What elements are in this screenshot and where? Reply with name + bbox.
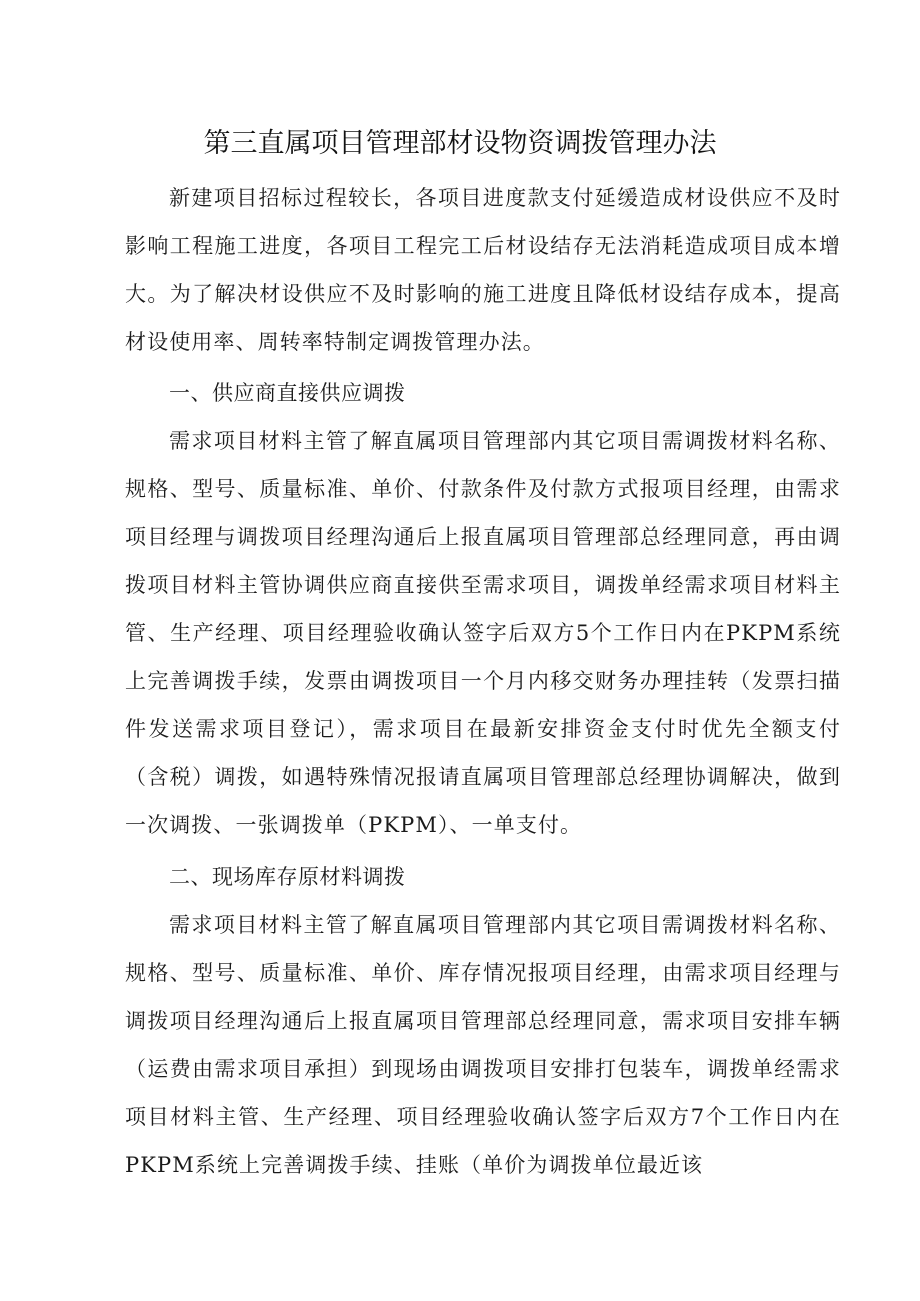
intro-paragraph [125,174,841,366]
document-title: 第三直属项目管理部材设物资调拨管理办法 [203,128,717,159]
section-2-body: 需求项目材料主管了解直属项目管理部内其它项目需调拨材料名称、规格、型号、质量标准、单价、库存情况报项目经理，由需求项目经理与调拨项目经理沟通后上报直属项目管理部总经理同意，需求项目安排车辆（运费由需求项目承担）到现场由调拨项目安排打包装车，调拨单经需求项目材料主管、生产经理、项目经理验收确认签字后双方7个工作日内在PKPM系统上完善调拨手续、挂账（单价为调拨单位最近该 [125,913,841,1177]
section-1-heading: 一、供应商直接供应调拨 [169,381,406,405]
section-2-heading-block [125,853,841,901]
section-2-heading: 二、现场库存原材料调拨 [169,865,406,889]
intro-text: 新建项目招标过程较长，各项目进度款支付延缓造成材设供应不及时影响工程施工进度，各项目工程完工后材设结存无法消耗造成项目成本增大。为了解决材设供应不及时影响的施工进度且降低材设结存成本，提高材设使用率、周转率特制定调拨管理办法。 [125,186,841,354]
section-1-paragraph [125,417,841,849]
section-1-body: 需求项目材料主管了解直属项目管理部内其它项目需调拨材料名称、规格、型号、质量标准、单价、付款条件及付款方式报项目经理，由需求项目经理与调拨项目经理沟通后上报直属项目管理部总经理同意，再由调拨项目材料主管协调供应商直接供至需求项目，调拨单经需求项目材料主管、生产经理、项目经理验收确认签字后双方5个工作日内在PKPM系统上完善调拨手续，发票由调拨项目一个月内移交财务办理挂转（发票扫描件发送需求项目登记），需求项目在最新安排资金支付时优先全额支付（含税）调拨，如遇特殊情况报请直属项目管理部总经理协调解决，做到一次调拨、一张调拨单（PKPM）、一单支付。 [125,429,841,837]
section-2-paragraph [125,901,841,1189]
section-1-heading-block [125,369,841,417]
